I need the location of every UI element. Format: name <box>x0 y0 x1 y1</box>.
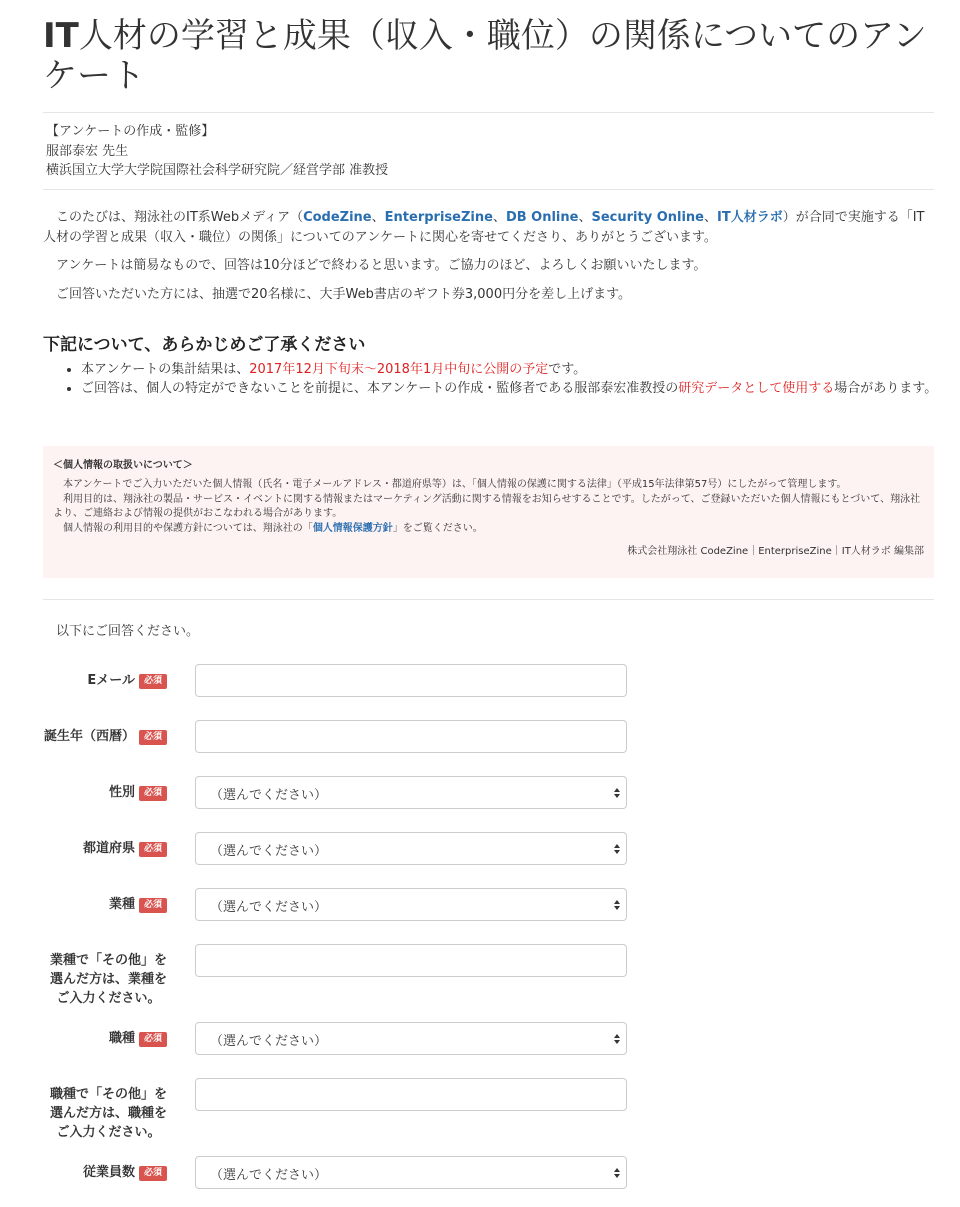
security-online-link[interactable]: Security Online <box>591 210 704 225</box>
intro-paragraph: ご回答いただいた方には、抽選で20名様に、大手Web書店のギフト券3,000円分を差し上げます。 <box>56 286 632 302</box>
prefecture-selected-value: （選んでください） <box>210 844 328 859</box>
email-label: Eメール 必須 <box>87 671 167 690</box>
divider <box>43 189 934 190</box>
prefecture-select[interactable] <box>195 832 627 865</box>
industry-select[interactable] <box>195 888 627 921</box>
select-arrows-icon <box>613 841 621 857</box>
notice-heading: 下記について、あらかじめご了承ください <box>43 335 366 355</box>
required-badge: 必須 <box>139 1032 167 1047</box>
prefecture-label: 都道府県 必須 <box>83 839 167 858</box>
privacy-heading: ＜個人情報の取扱いについて＞ <box>53 460 193 471</box>
required-badge: 必須 <box>139 674 167 689</box>
notice-list <box>43 360 960 398</box>
intro-paragraph: アンケートは簡易なもので、回答は10分ほどで終わると思います。ご協力のほど、よろしくお願いいたします。 <box>56 258 707 273</box>
select-arrows-icon <box>613 1165 621 1181</box>
gender-select[interactable] <box>195 776 627 809</box>
job-type-selected-value: （選んでください） <box>210 1034 328 1049</box>
birth-year-label: 誕生年（西暦） 必須 <box>44 727 167 746</box>
supervisor-name: 服部泰宏 先生 <box>46 143 129 159</box>
intro-paragraph: このたびは、翔泳社のIT系Webメディア（CodeZine、EnterpriseZine、DB Online、Security Online、IT人材ラボ）が合同で実施する「IT人材の学習と成果（収入・職位）の関係」についてのアンケートに関心を寄せてくださり、ありがとうございます。 <box>43 210 925 245</box>
it-jinzai-lab-link[interactable]: IT人材ラボ <box>717 210 783 225</box>
select-arrows-icon <box>613 1031 621 1047</box>
employees-label: 従業員数 必須 <box>83 1163 167 1182</box>
page-title: IT人材の学習と成果（収入・職位）の関係についてのアンケート <box>43 16 927 96</box>
enterprisezine-link[interactable]: EnterpriseZine <box>384 210 493 225</box>
industry-label: 業種 必須 <box>109 895 167 914</box>
select-arrows-icon <box>613 897 621 913</box>
industry-other-label: 業種で「その他」を 選んだ方は、業種を ご入力ください。 <box>49 953 167 1006</box>
job-type-other-input[interactable] <box>196 1079 626 1110</box>
job-type-other-field[interactable] <box>195 1078 627 1111</box>
db-online-link[interactable]: DB Online <box>505 210 579 225</box>
gender-selected-value: （選んでください） <box>210 788 328 803</box>
privacy-paragraph: 本アンケートでご入力いただいた個人情報（氏名・電子メールアドレス・都道府県等）は、「個人情報の保護に関する法律」（平成15年法律第57号）にしたがって管理します。 <box>63 479 847 490</box>
supervisor-heading: 【アンケートの作成・監修】 <box>46 124 215 139</box>
form-lead: 以下にご回答ください。 <box>56 624 200 639</box>
privacy-paragraph: 個人情報の利用目的や保護方針については、翔泳社の「個人情報保護方針」をご覧ください。 <box>63 522 483 534</box>
privacy-policy-link[interactable]: 個人情報保護方針 <box>312 522 393 534</box>
industry-selected-value: （選んでください） <box>210 900 328 915</box>
job-type-label: 職種 必須 <box>109 1029 167 1048</box>
birth-year-field[interactable] <box>195 720 627 753</box>
privacy-signature: 株式会社翔泳社 CodeZine｜EnterpriseZine｜IT人材ラボ 編集部 <box>627 546 924 557</box>
job-type-select[interactable] <box>195 1022 627 1055</box>
required-badge: 必須 <box>139 730 167 745</box>
industry-other-input[interactable] <box>196 945 626 976</box>
select-arrows-icon <box>613 785 621 801</box>
privacy-notice <box>43 446 934 578</box>
birth-year-input[interactable] <box>196 721 626 752</box>
required-badge: 必須 <box>139 842 167 857</box>
industry-other-field[interactable] <box>195 944 627 977</box>
privacy-paragraph: 利用目的は、翔泳社の製品・サービス・イベントに関する情報またはマーケティング活動に関する情報をお知らせすることです。したがって、ご登録いただいた個人情報にもとづいて、翔泳社より、ご連絡および情報の提供がおこなわれる場合があります。 <box>53 493 921 519</box>
notice-item: • 本アンケートの集計結果は、2017年12月下旬末〜2018年1月中旬に公開の予定です。 <box>81 360 960 379</box>
divider <box>43 599 934 600</box>
job-type-other-label: 職種で「その他」を 選んだ方は、職種を ご入力ください。 <box>49 1087 167 1140</box>
required-badge: 必須 <box>139 1166 167 1181</box>
supervisor-info <box>46 122 388 181</box>
gender-label: 性別 必須 <box>109 783 167 802</box>
employees-selected-value: （選んでください） <box>210 1168 328 1183</box>
required-badge: 必須 <box>139 898 167 913</box>
supervisor-affiliation: 横浜国立大学大学院国際社会科学研究院／経営学部 准教授 <box>46 163 389 178</box>
employees-select[interactable] <box>195 1156 627 1189</box>
email-input[interactable] <box>196 665 626 696</box>
email-field[interactable] <box>195 664 627 697</box>
divider <box>43 112 934 113</box>
intro-text <box>43 208 934 313</box>
notice-item: • ご回答は、個人の特定ができないことを前提に、本アンケートの作成・監修者である服部泰宏准教授の研究データとして使用する場合があります。 <box>81 379 960 398</box>
codezine-link[interactable]: CodeZine <box>303 210 372 225</box>
required-badge: 必須 <box>139 786 167 801</box>
